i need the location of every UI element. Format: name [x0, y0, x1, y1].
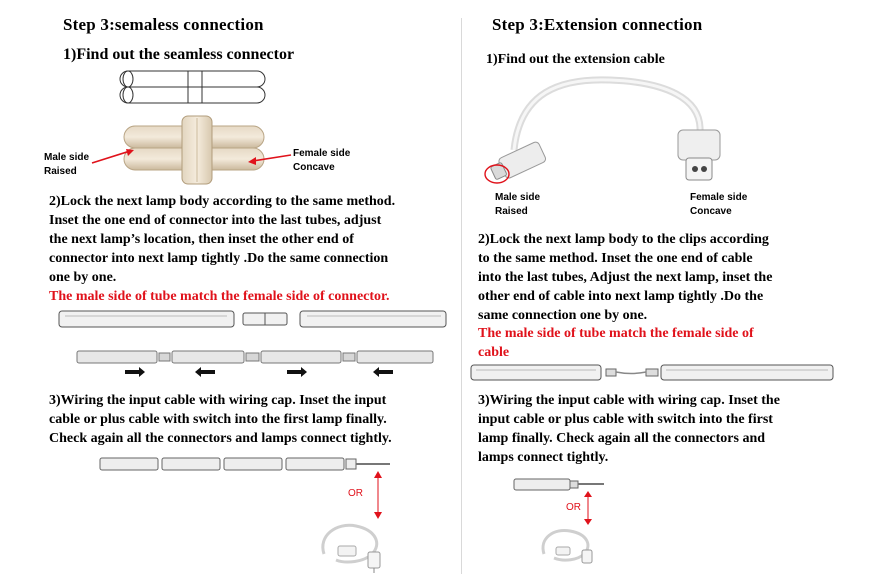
- right-female-label: Female side Concave: [690, 192, 748, 217]
- right-plug-cable-image: [538, 522, 604, 568]
- left-step-title: Step 3:semaless connection: [63, 15, 264, 34]
- left-female-label: Female side Concave: [293, 148, 351, 173]
- left-plug-cable-image: [316, 514, 396, 574]
- column-divider: [461, 18, 462, 574]
- left-or-arrow: [368, 470, 388, 520]
- connector-pointer-arrows: [88, 145, 298, 175]
- left-wiring-instructions: 3)Wiring the input cable with wiring cap. Inset the input cable or plus cable with switch into the first lamp finally. Check again all the connectors and lamps connect tightly.: [49, 393, 392, 446]
- left-find-heading: 1)Find out the seamless connector: [63, 46, 295, 63]
- left-lock-instructions: 2)Lock the next lamp body according to the same method. Inset the one end of connector into the last tubes, adjust the next lamp’s location, then inset the other end of connector into next lamp tightly .Do the same connection one by one.: [49, 194, 396, 285]
- right-male-label: Male side Raised: [495, 192, 541, 217]
- left-match-note: The male side of tube match the female side of connector.: [49, 289, 390, 304]
- left-or-label: OR: [348, 488, 363, 499]
- right-lock-instructions: 2)Lock the next lamp body to the clips according to the same method. Inset the one end of cable into the last tubes, Adjust the next lamp, inset the other end of cable into next lamp tightly .Do the same connection one by one.: [478, 232, 773, 323]
- right-tube-cable-diagram: [468, 362, 838, 384]
- left-wiring-diagram: [98, 454, 398, 486]
- right-find-heading: 1)Find out the extension cable: [486, 52, 665, 67]
- right-step-title: Step 3:Extension connection: [492, 15, 703, 34]
- extension-cable-drawing: [480, 72, 730, 192]
- right-match-note: The male side of tube match the female side of cable: [478, 326, 754, 360]
- right-wiring-instructions: 3)Wiring the input cable with wiring cap. Inset the input cable or plus cable with switch into the first lamp finally. Check again all the connectors and lamps connect tightly.: [478, 393, 780, 465]
- left-male-label: Male side Raised: [44, 152, 90, 177]
- tube-connection-diagram: [55, 307, 450, 379]
- right-or-arrow: [578, 490, 598, 526]
- right-or-label: OR: [566, 502, 581, 513]
